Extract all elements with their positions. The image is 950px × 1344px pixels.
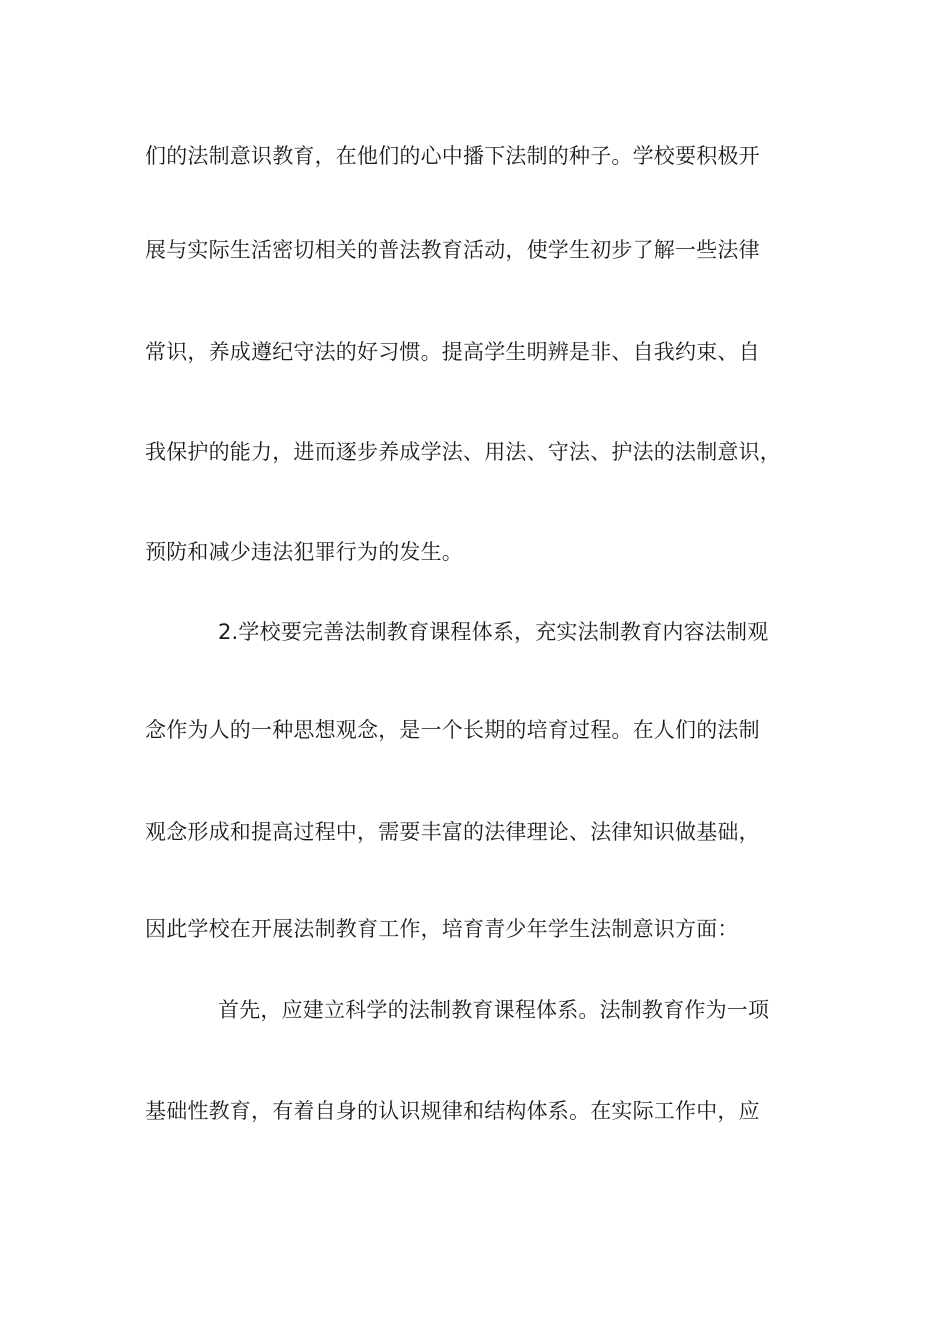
text-line: 常识，养成遵纪守法的好习惯。提高学生明辨是非、自我约束、自 (145, 340, 760, 364)
text-line: 念作为人的一种思想观念，是一个长期的培育过程。在人们的法制 (145, 718, 760, 742)
text-line: 们的法制意识教育，在他们的心中播下法制的种子。学校要积极开 (145, 144, 760, 168)
text-line: 预防和减少违法犯罪行为的发生。 (145, 540, 463, 564)
text-line: 因此学校在开展法制教育工作，培育青少年学生法制意识方面： (145, 917, 739, 941)
text-line: 我保护的能力，进而逐步养成学法、用法、守法、护法的法制意识， (145, 440, 781, 464)
paragraph-start-line: 首先，应建立科学的法制教育课程体系。法制教育作为一项 (218, 998, 770, 1022)
text-line: 展与实际生活密切相关的普法教育活动，使学生初步了解一些法律 (145, 238, 760, 262)
paragraph-start-line: 2.学校要完善法制教育课程体系，充实法制教育内容法制观 (218, 620, 769, 644)
text-line: 基础性教育，有着自身的认识规律和结构体系。在实际工作中，应 (145, 1099, 760, 1123)
text-line: 观念形成和提高过程中，需要丰富的法律理论、法律知识做基础， (145, 820, 760, 844)
